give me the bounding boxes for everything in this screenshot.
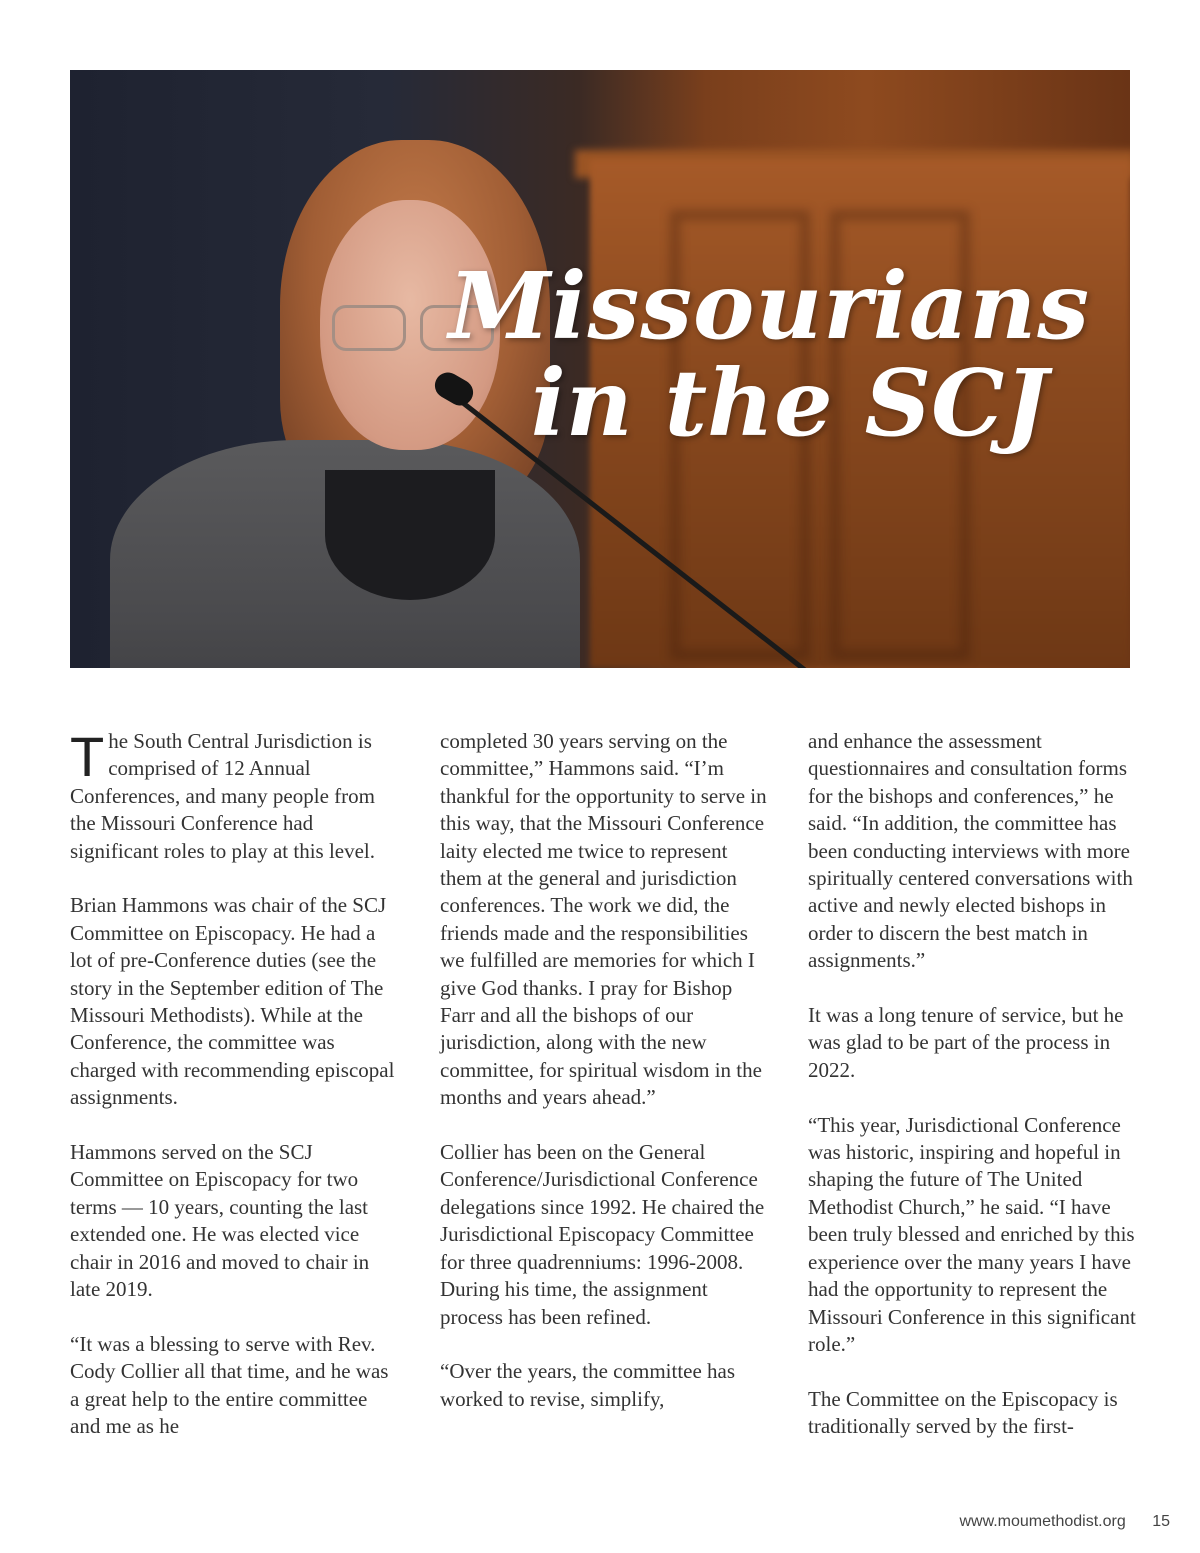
- article-column-3: [808, 728, 1138, 1468]
- hero-title-line2: in the SCJ: [530, 348, 1048, 457]
- footer-url[interactable]: www.moumethodist.org: [959, 1513, 1126, 1530]
- hero-title: [448, 252, 1090, 457]
- paragraph: Collier has been on the General Conference/Jurisdictional Conference delegations since 1992. He chaired the Jurisdictional Episcopacy Committee for three quadrenniums: 1996-2008. During his time, the assignment process has been refined.: [440, 1140, 765, 1329]
- paragraph: “This year, Jurisdictional Conference was historic, inspiring and hopeful in shaping the future of The United Methodist Church,” he said. “I have been truly blessed and enriched by this experience over the many years I have had the opportunity to represent the Missouri Conference in this significant role.”: [808, 1112, 1136, 1356]
- page-footer: [959, 1513, 1170, 1531]
- article-column-1: [70, 725, 400, 1468]
- article-column-2: [440, 728, 770, 1441]
- page-number: 15: [1152, 1513, 1170, 1530]
- paragraph: completed 30 years serving on the committee,” Hammons said. “I’m thankful for the opportunity to serve in this way, that the Missouri Conference laity elected me twice to represent them at the general and jurisdiction conferences. The work we did, the friends made and the responsibilities we fulfilled are memories for which I give God thanks. I pray for Bishop Farr and all the bishops of our jurisdiction, along with the new committee, for spiritual wisdom in the months and years ahead.”: [440, 729, 767, 1110]
- paragraph: It was a long tenure of service, but he was glad to be part of the process in 2022.: [808, 1003, 1124, 1082]
- paragraph: “Over the years, the committee has worked to revise, simplify,: [440, 1359, 736, 1411]
- paragraph: “It was a blessing to serve with Rev. Cody Collier all that time, and he was a great help to the entire committee and me as he: [70, 1331, 389, 1439]
- hero-title-line1: Missourians: [448, 252, 1090, 360]
- paragraph: The South Central Jurisdiction is comprised of 12 Annual Conferences, and many people from the Missouri Conference had significant roles to play at this level.: [70, 725, 376, 863]
- paragraph: and enhance the assessment questionnaires and consultation forms for the bishops and conferences,” he said. “In addition, the committee has been conducting interviews with more spiritually centered conversations with active and newly elected bishops in order to discern the best match in assignments.”: [808, 729, 1133, 973]
- hero-photo: [70, 70, 1130, 668]
- speaker-blouse: [325, 470, 495, 600]
- paragraph: Hammons served on the SCJ Committee on Episcopacy for two terms — 10 years, counting the last extended one. He was elected vice chair in 2016 and moved to chair in late 2019.: [70, 1140, 370, 1302]
- paragraph: The Committee on the Episcopacy is traditionally served by the first-: [808, 1386, 1118, 1439]
- drop-cap: T: [70, 725, 105, 788]
- paragraph: Brian Hammons was chair of the SCJ Committee on Episcopacy. He had a lot of pre-Conference duties (see the story in the September edition of The Missouri Methodists). While at the Conference, the committee was charged with recommending episcopal assignments.: [70, 893, 395, 1110]
